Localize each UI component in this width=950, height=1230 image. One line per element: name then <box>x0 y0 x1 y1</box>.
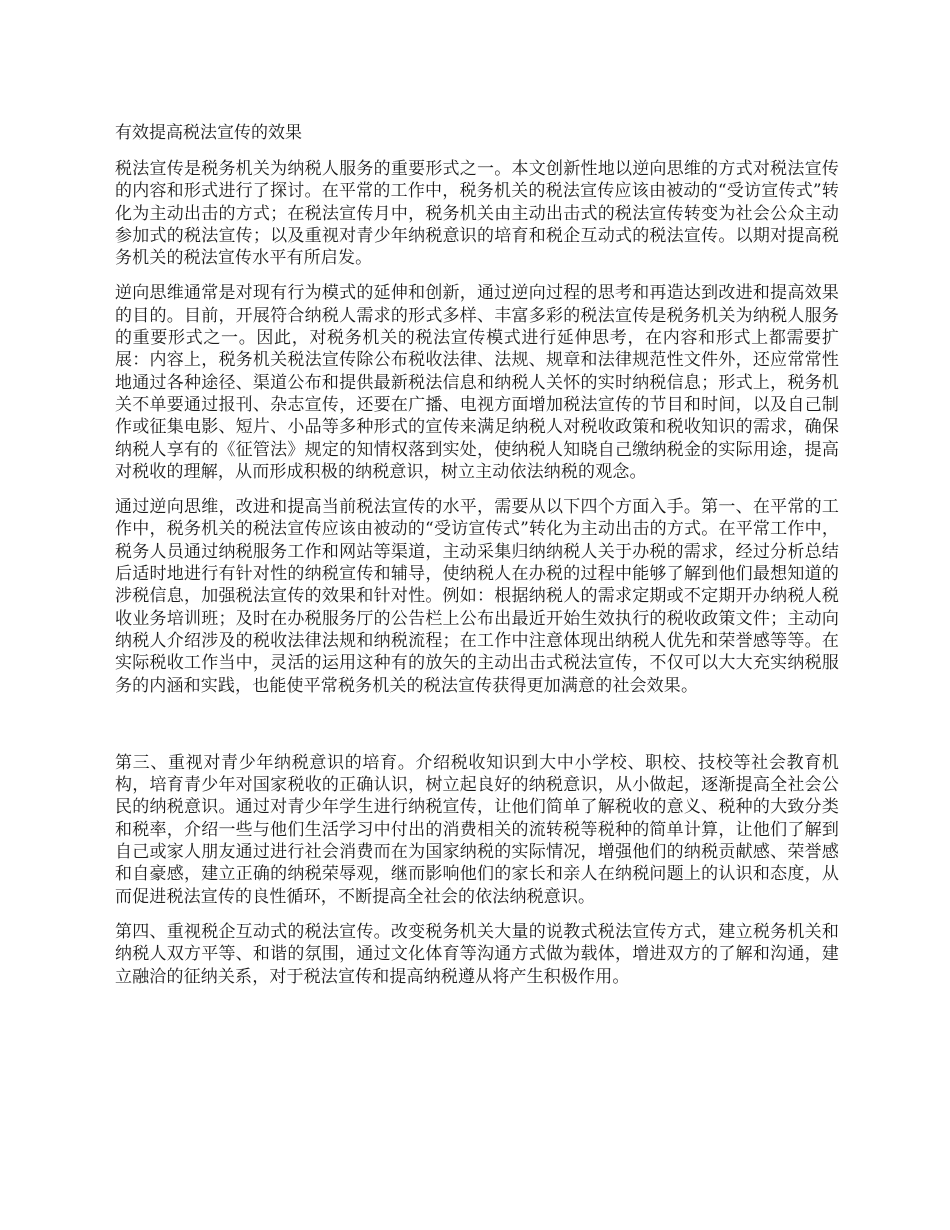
paragraph-youth-education: 第三、重视对青少年纳税意识的培育。介绍税收知识到大中小学校、职校、技校等社会教育机构，培育青少年对国家税收的正确认识，树立起良好的纳税意识，从小做起，逐渐提高全社会公民的纳税意识。通过对青少年学生进行纳税宣传，让他们简单了解税收的意义、税种的大致分类和税率，介绍一些与他们生活学习中付出的消费相关的流转税等税种的简单计算，让他们了解到自己或家人朋友通过进行社会消费而在为国家纳税的实际情况，增强他们的纳税贡献感、荣誉感和自豪感，建立正确的纳税荣辱观，继而影响他们的家长和亲人在纳税问题上的认识和态度，从而促进税法宣传的良性循环，不断提高全社会的依法纳税意识。 <box>115 752 839 907</box>
paragraph-tax-enterprise-interaction: 第四、重视税企互动式的税法宣传。改变税务机关大量的说教式税法宣传方式，建立税务机关和纳税人双方平等、和谐的氛围，通过文化体育等沟通方式做为载体，增进双方的了解和沟通，建立融洽的征纳关系，对于税法宣传和提高纳税遵从将产生积极作用。 <box>115 921 839 987</box>
document-title: 有效提高税法宣传的效果 <box>115 123 302 143</box>
paragraph-abstract: 税法宣传是税务机关为纳税人服务的重要形式之一。本文创新性地以逆向思维的方式对税法宣传的内容和形式进行了探讨。在平常的工作中，税务机关的税法宣传应该由被动的“受访宣传式”转化为主动出击的方式；在税法宣传月中，税务机关由主动出击式的税法宣传转变为社会公众主动参加式的税法宣传；以及重视对青少年纳税意识的培育和税企互动式的税法宣传。以期对提高税务机关的税法宣传水平有所启发。 <box>115 159 839 269</box>
paragraph-four-aspects: 通过逆向思维，改进和提高当前税法宣传的水平，需要从以下四个方面入手。第一、在平常的工作中，税务机关的税法宣传应该由被动的“受访宣传式”转化为主动出击的方式。在平常工作中，税务人员通过纳税服务工作和网站等渠道，主动采集归纳纳税人关于办税的需求，经过分析总结后适时地进行有针对性的纳税宣传和辅导，使纳税人在办税的过程中能够了解到他们最想知道的涉税信息，加强税法宣传的效果和针对性。例如：根据纳税人的需求定期或不定期开办纳税人税收业务培训班；及时在办税服务厅的公告栏上公布出最近开始生效执行的税收政策文件；主动向纳税人介绍涉及的税收法律法规和纳税流程；在工作中注意体现出纳税人优先和荣誉感等等。在实际税收工作当中，灵活的运用这种有的放矢的主动出击式税法宣传，不仅可以大大充实纳税服务的内涵和实践，也能使平常税务机关的税法宣传获得更加满意的社会效果。 <box>115 497 839 696</box>
document-page <box>115 122 839 1001</box>
blank-gap <box>115 710 839 752</box>
paragraph-reverse-thinking: 逆向思维通常是对现有行为模式的延伸和创新，通过逆向过程的思考和再造达到改进和提高效果的目的。目前，开展符合纳税人需求的形式多样、丰富多彩的税法宣传是税务机关为纳税人服务的重要形式之一。因此，对税务机关的税法宣传模式进行延伸思考，在内容和形式上都需要扩展：内容上，税务机关税法宣传除公布税收法律、法规、规章和法律规范性文件外，还应常常性地通过各种途径、渠道公布和提供最新税法信息和纳税人关怀的实时纳税信息；形式上，税务机关不单要通过报刊、杂志宣传，还要在广播、电视方面增加税法宣传的节目和时间，以及自己制作或征集电影、短片、小品等多种形式的宣传来满足纳税人对税收政策和税收知识的需求，确保纳税人享有的《征管法》规定的知情权落到实处，使纳税人知晓自己缴纳税金的实际用途，提高对税收的理解，从而形成积极的纳税意识，树立主动依法纳税的观念。 <box>115 283 839 482</box>
